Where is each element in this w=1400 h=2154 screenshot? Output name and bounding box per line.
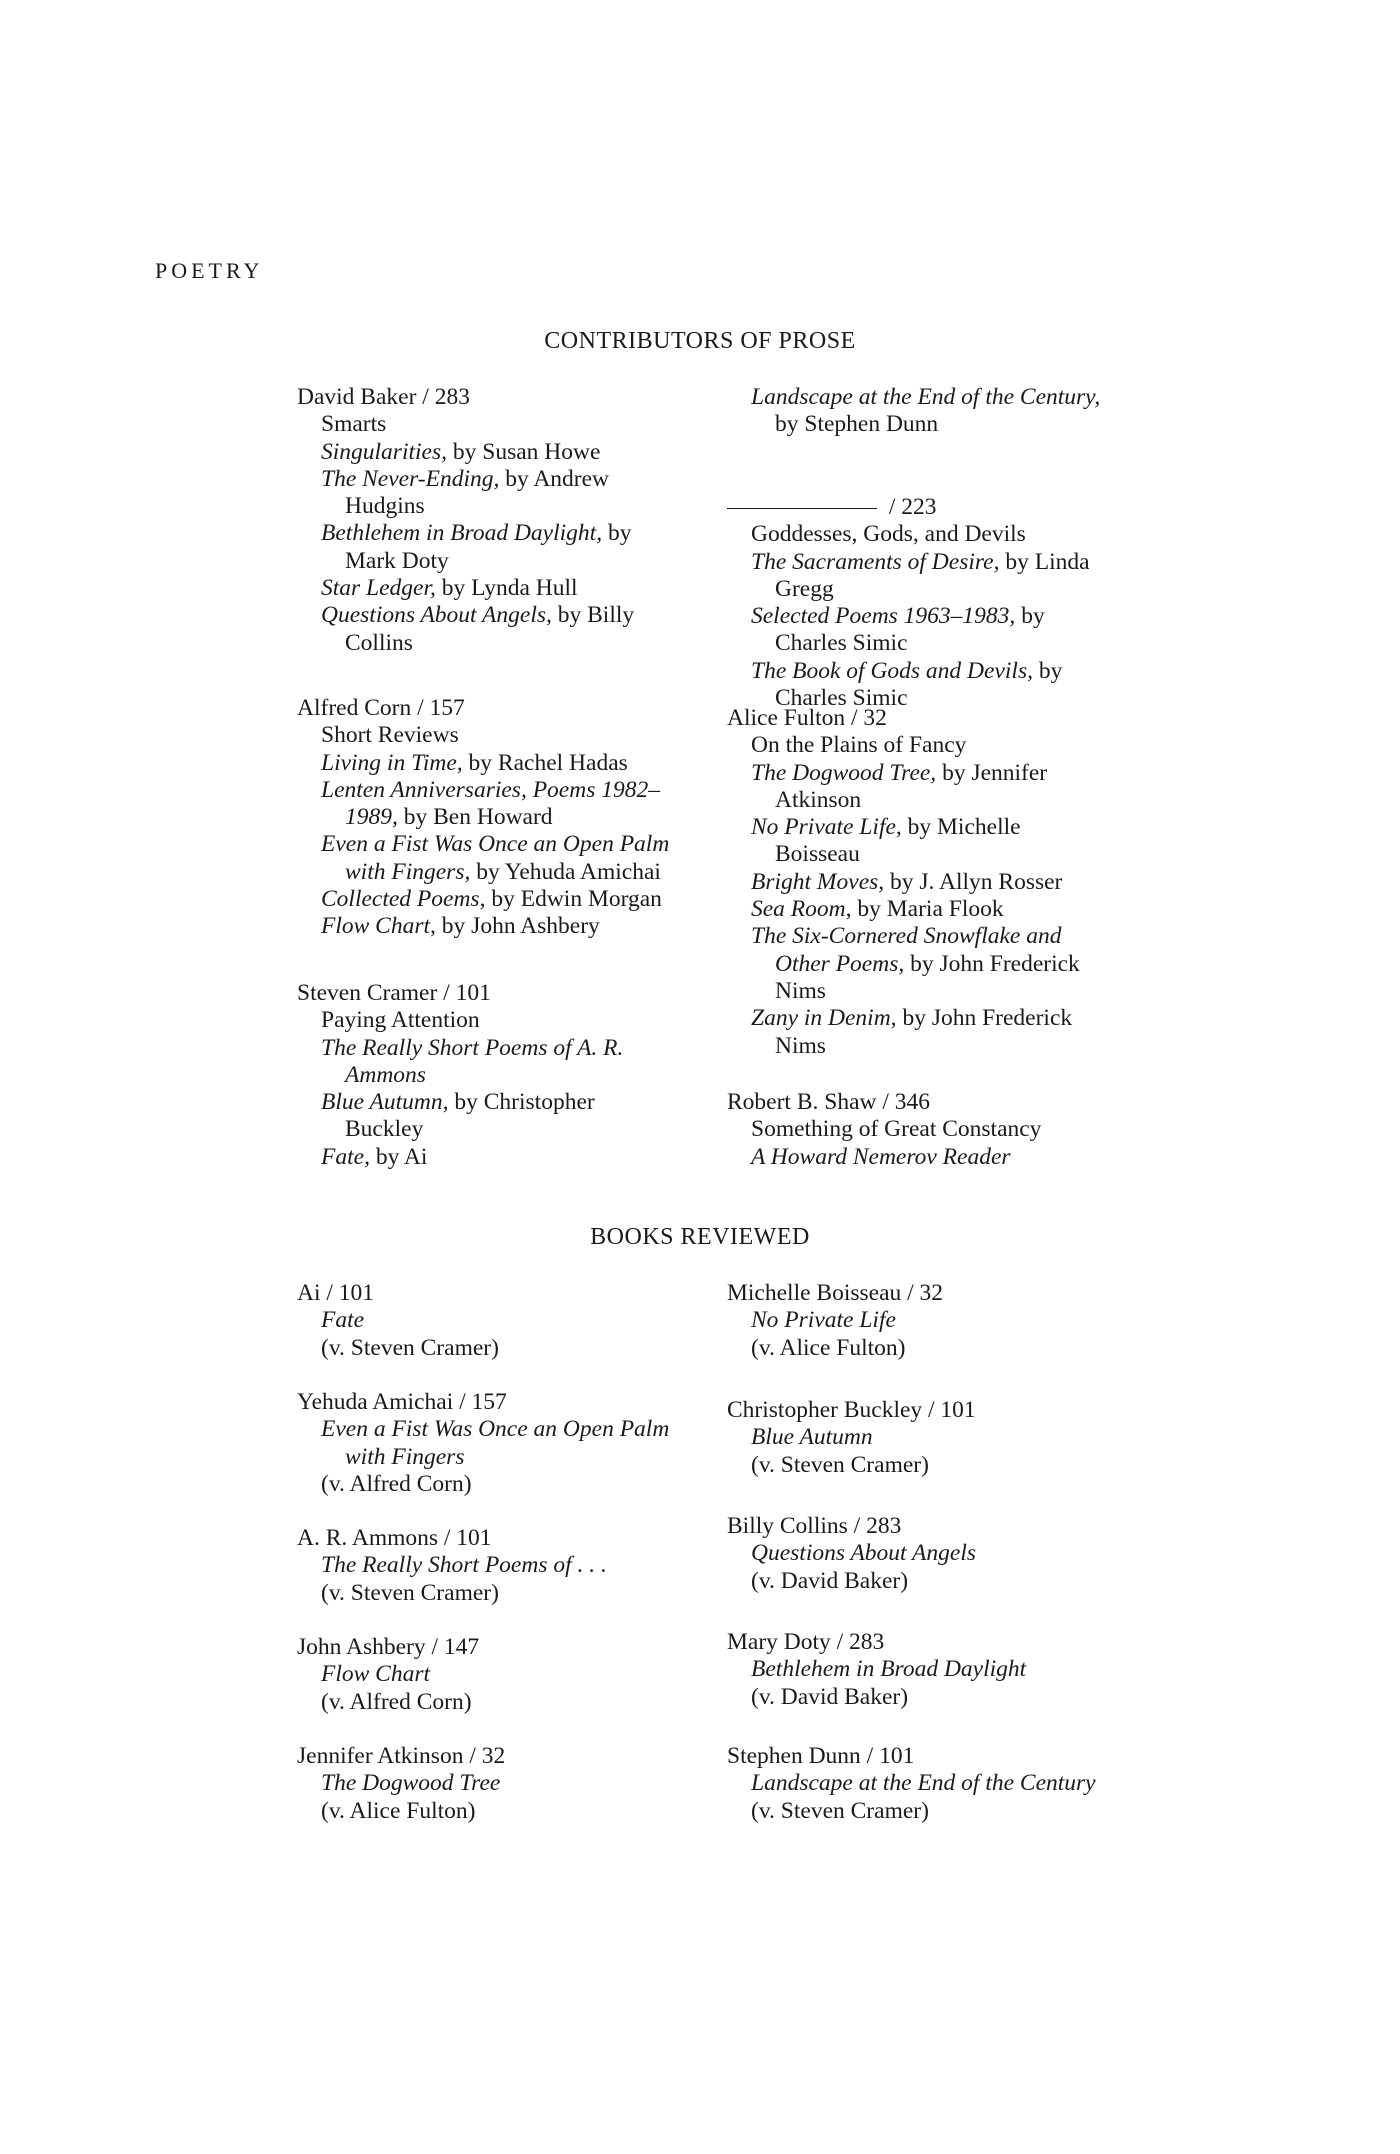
contributor-author: Alfred Corn / 157 [297,695,465,721]
book-author: by Jennifer [936,759,1048,786]
review-line [727,896,1157,923]
contributor-entry [727,494,1147,712]
book-author: by Rachel Hadas [462,749,628,776]
book-title: Bethlehem in Broad Daylight, [321,520,603,547]
book-title: No Private Life, [751,814,902,841]
review-topic: Something of Great Constancy [751,1116,1042,1143]
book-title: Singularities, [321,438,447,465]
book-title: Star Ledger, [321,575,436,602]
book-author: by Billy [551,602,635,629]
book-title: Other Poems, [775,950,905,977]
book-entry [727,1513,976,1595]
book-author: by John Ashbery [435,913,600,940]
book-entry [297,1743,505,1825]
book-title: Fate [321,1307,365,1334]
book-author: by Susan Howe [447,438,601,465]
book-reviewer: (v. David Baker) [751,1567,909,1594]
contributors-left-column-3 [297,980,717,1171]
book-entry [727,1280,943,1362]
book-entry [297,1634,479,1716]
book-title: The Really Short Poems of A. R. [321,1034,624,1061]
book-author: by Maria Flook [851,896,1004,923]
book-author-name: Mary Doty / 283 [727,1629,885,1655]
book-entry [727,1397,976,1479]
review-line-cont: Boisseau [775,841,860,868]
contributor-entry [297,384,717,657]
book-entry [297,1389,669,1498]
review-line-cont: Atkinson [775,786,862,813]
book-title-cont: with Fingers [345,1443,465,1470]
review-line [727,1144,1157,1171]
book-author: by Ben Howard [397,804,553,831]
review-line-cont: Charles Simic [775,685,908,712]
book-reviewer: (v. Steven Cramer) [751,1451,929,1478]
review-line [727,760,1157,787]
book-title: Sea Room, [751,896,852,923]
book-entry [727,1743,1096,1825]
book-title: Flow Chart, [321,913,436,940]
contributor-entry [297,980,717,1171]
book-title: Collected Poems, [321,886,486,913]
review-line [727,384,1147,411]
review-line [297,466,717,493]
contributors-right-column-2 [727,494,1147,712]
contributors-right-column [727,384,1147,439]
contributor-entry-continued [727,384,1147,439]
review-line [297,913,717,940]
review-line-cont [297,804,717,831]
book-author: by Lynda Hull [435,575,578,602]
book-title: The Dogwood Tree [321,1770,501,1797]
book-author-name: Jennifer Atkinson / 32 [297,1743,506,1769]
book-title: Questions About Angels [751,1540,976,1567]
review-line [297,886,717,913]
review-line [297,1089,717,1116]
review-topic: On the Plains of Fancy [751,732,967,759]
book-author: by [1015,603,1045,630]
book-title: Living in Time, [321,749,463,776]
contributor-entry [727,705,1157,1060]
book-entry [297,1280,499,1362]
book-author-name: Christopher Buckley / 101 [727,1397,976,1423]
book-author: by Michelle [901,814,1021,841]
book-author: by [1032,657,1063,684]
review-line-cont: Nims [775,1032,826,1059]
book-title: Even a Fist Was Once an Open Palm [321,1416,670,1443]
contributor-author: Steven Cramer / 101 [297,980,491,1006]
review-line [297,1035,717,1062]
book-author-name: Michelle Boisseau / 32 [727,1280,944,1306]
contributors-right-column-4 [727,1089,1157,1171]
book-title: Zany in Denim, [751,1005,897,1032]
review-line-cont: Hudgins [345,493,425,520]
books-reviewed-title: BOOKS REVIEWED [590,1224,810,1250]
ditto-rule [727,508,877,509]
review-line [297,439,717,466]
review-line [297,602,717,629]
review-line [727,603,1147,630]
book-title: Landscape at the End of the Century [751,1770,1096,1797]
review-line-cont [297,859,717,886]
book-reviewer: (v. Alfred Corn) [321,1688,472,1715]
review-line [297,777,717,804]
review-topic: Short Reviews [321,722,459,749]
book-author: by [602,520,632,547]
review-line-cont: Buckley [345,1116,424,1143]
book-author-name: Yehuda Amichai / 157 [297,1389,507,1415]
book-author-name: Billy Collins / 283 [727,1513,902,1539]
book-title: Selected Poems 1963–1983, [751,603,1016,630]
review-line-cont [727,951,1157,978]
book-reviewer: (v. Steven Cramer) [321,1334,499,1361]
book-title: with Fingers, [345,858,471,885]
book-entry [297,1525,607,1607]
contributors-title: CONTRIBUTORS OF PROSE [544,328,856,354]
book-reviewer: (v. Alice Fulton) [751,1334,906,1361]
review-topic: Paying Attention [321,1007,480,1034]
book-author: by John Frederick [896,1005,1073,1032]
review-line-cont: Ammons [345,1061,426,1088]
book-author: by John Frederick [904,950,1080,977]
book-author: by Andrew [499,465,610,492]
book-title: Blue Autumn [751,1424,873,1451]
book-title: Landscape at the End of the Century, [751,384,1101,410]
book-author-name: Ai / 101 [297,1280,375,1306]
book-author: by Christopher [448,1089,595,1116]
book-author: by Edwin Morgan [485,886,662,913]
running-head: POETRY [155,258,264,283]
review-line [297,1144,717,1171]
review-line [727,1005,1157,1032]
contributor-author: Alice Fulton / 32 [727,705,887,731]
book-title: The Six-Cornered Snowflake and [751,923,1062,950]
book-title: The Sacraments of Desire, [751,548,1000,575]
review-line [727,814,1157,841]
book-author: by Ai [369,1143,428,1170]
book-title: The Book of Gods and Devils, [751,657,1033,684]
contributors-left-column-2 [297,695,717,941]
contributors-right-column-3 [727,705,1157,1060]
book-author: by Yehuda Amichai [470,858,661,885]
review-line [297,750,717,777]
contributors-left-column [297,384,717,657]
book-title: A Howard Nemerov Reader [751,1143,1011,1170]
contributor-author: / 223 [727,494,1147,521]
review-line-cont: Collins [345,629,413,656]
review-line-cont: Mark Doty [345,547,449,574]
review-line [727,658,1147,685]
review-line-cont: by Stephen Dunn [775,411,939,438]
review-line-cont: Gregg [775,575,834,602]
contributor-author: Robert B. Shaw / 346 [727,1089,931,1115]
book-title: Even a Fist Was Once an Open Palm [321,831,670,858]
book-reviewer: (v. Steven Cramer) [321,1579,499,1606]
review-line [727,549,1147,576]
book-entry [727,1629,1026,1711]
book-reviewer: (v. Alfred Corn) [321,1470,472,1497]
book-title: No Private Life [751,1307,896,1334]
review-line [297,520,717,547]
review-topic: Smarts [321,411,387,438]
book-title: 1989, [345,804,398,831]
book-reviewer: (v. Steven Cramer) [751,1797,929,1824]
review-line-cont: Nims [775,977,826,1004]
book-author-name: A. R. Ammons / 101 [297,1525,492,1551]
review-line-cont: Charles Simic [775,630,908,657]
book-author-name: Stephen Dunn / 101 [727,1743,915,1769]
review-line [297,575,717,602]
contributor-author: David Baker / 283 [297,384,470,410]
book-title: The Really Short Poems of . . . [321,1552,607,1579]
review-line [727,923,1157,950]
book-title: Flow Chart [321,1661,431,1688]
book-title: Fate, [321,1143,370,1170]
review-topic: Goddesses, Gods, and Devils [751,521,1026,548]
book-title: Questions About Angels, [321,602,552,629]
book-author-name: John Ashbery / 147 [297,1634,480,1660]
book-title: The Dogwood Tree, [751,759,937,786]
book-title: Bright Moves, [751,868,885,895]
book-title: Blue Autumn, [321,1089,449,1116]
book-title: The Never-Ending, [321,465,500,492]
contributor-entry [297,695,717,941]
book-title: Bethlehem in Broad Daylight [751,1656,1027,1683]
book-reviewer: (v. David Baker) [751,1683,909,1710]
review-line [297,831,717,858]
book-author: by J. Allyn Rosser [884,868,1063,895]
contributor-entry [727,1089,1157,1171]
review-line [727,869,1157,896]
book-title: Lenten Anniversaries, Poems 1982– [321,776,660,803]
book-reviewer: (v. Alice Fulton) [321,1797,476,1824]
book-author: by Linda [999,548,1090,575]
